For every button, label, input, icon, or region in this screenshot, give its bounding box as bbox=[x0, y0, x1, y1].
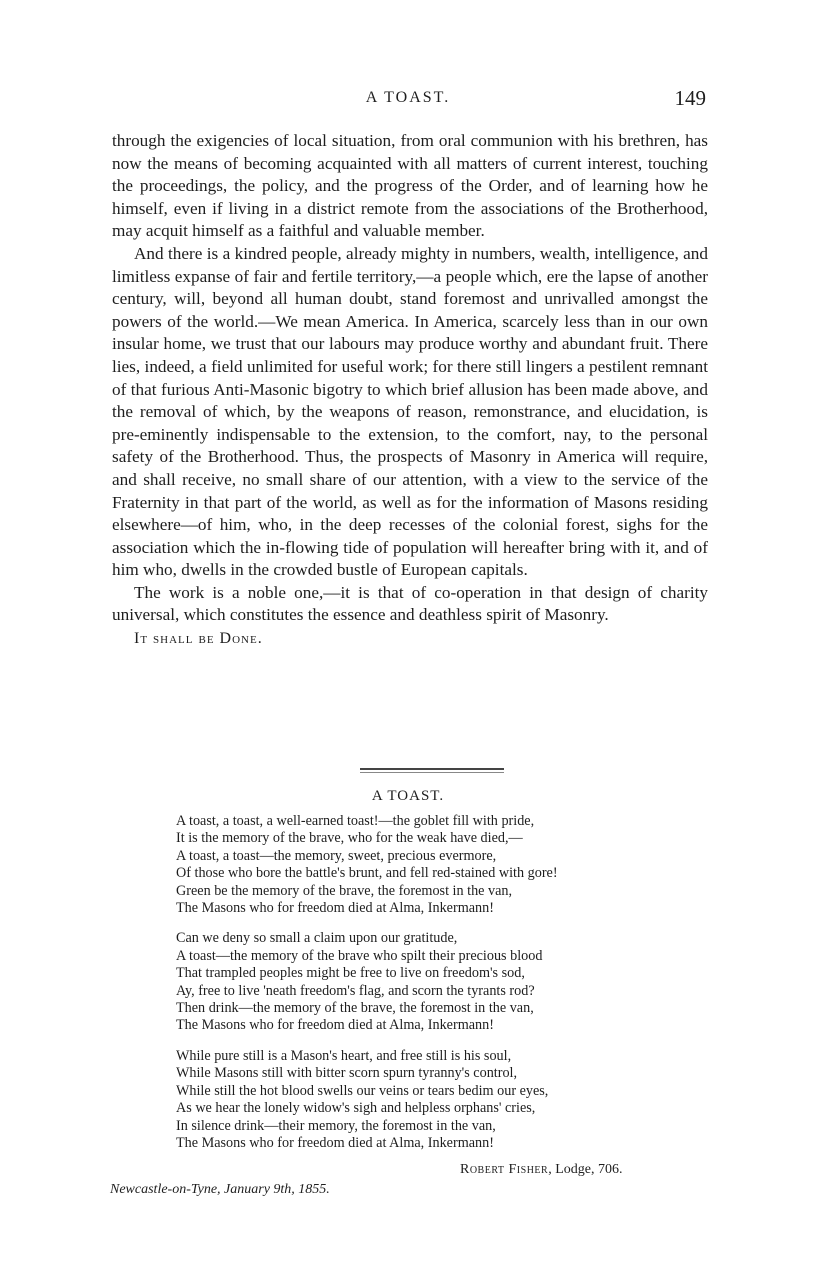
running-title: A TOAST. bbox=[365, 89, 451, 106]
poem-line: While Masons still with bitter scorn spurn tyranny's control, bbox=[176, 1065, 518, 1082]
prose-body bbox=[112, 130, 708, 651]
poem-line: Of those who bore the battle's brunt, and fell red-stained with gore! bbox=[176, 865, 558, 882]
poem-line: The Masons who for freedom died at Alma, Inkermann! bbox=[176, 1017, 494, 1034]
poem-line: While pure still is a Mason's heart, and free still is his soul, bbox=[176, 1047, 512, 1064]
poem-line: Can we deny so small a claim upon our gratitude, bbox=[176, 930, 458, 947]
poem-line: The Masons who for freedom died at Alma, Inkermann! bbox=[176, 1134, 494, 1151]
author-name: Robert Fisher bbox=[460, 1162, 549, 1177]
lodge-number: , Lodge, 706. bbox=[548, 1162, 623, 1177]
stanza-2 bbox=[176, 930, 716, 1034]
paragraph-1: through the exigencies of local situation, from oral communion with his brethren, has now the means of becoming acquainted with all matters of current interest, touching the proceedings, the policy, and the progress of the Order, and of learning how he himself, even if living in a district remote from the associations of the Brotherhood, may acquit himself as a faithful and valuable member. bbox=[112, 131, 708, 241]
paragraph-2: And there is a kindred people, already mighty in numbers, wealth, intelligence, and limitless expanse of fair and fertile territory,—a people which, ere the lapse of another century, will, beyond all human doubt, stand foremost and unrivalled amongst the powers of the world.—We mean America. In America, scarcely less than in our own insular home, we trust that our labours may produce worthy and abundant fruit. There lies, indeed, a field unlimited for useful work; for there still lingers a pestilent remnant of that furious Anti-Masonic bigotry to which brief allusion has been made above, and the removal of which, by the weapons of reason, remonstrance, and elucidation, is pre-eminently indispensable to the extension, to the comfort, nay, to the personal safety of the Brotherhood. Thus, the prospects of Masonry in America will require, and shall receive, no small share of our attention, with a view to the service of the Fraternity in that part of the world, as well as for the information of Masons residing elsewhere—of him, who, in the deep recesses of the colonial forest, sighs for the association which the in-flowing tide of population will hereafter bring with it, and of him who, dwells in the crowded bustle of European capitals. bbox=[112, 243, 708, 580]
poem-line: A toast, a toast—the memory, sweet, precious evermore, bbox=[176, 847, 497, 864]
paragraph-3: The work is a noble one,—it is that of co-operation in that design of charity universal, which constitutes the essence and deathless spirit of Masonry. bbox=[112, 582, 708, 625]
poem-line: A toast, a toast, a well-earned toast!—the goblet fill with pride, bbox=[176, 813, 535, 829]
poem-line: Ay, free to live 'neath freedom's flag, and scorn the tyrants rod? bbox=[176, 982, 535, 999]
poem-title: A TOAST. bbox=[371, 788, 445, 804]
section-divider bbox=[360, 768, 504, 770]
page-number: 149 bbox=[674, 86, 706, 110]
section-divider-thin bbox=[360, 772, 504, 773]
poem-line: It is the memory of the brave, who for the weak have died,— bbox=[176, 830, 523, 847]
poem-line: Then drink—the memory of the brave, the foremost in the van, bbox=[176, 1000, 534, 1017]
poem-line: As we hear the lonely widow's sigh and helpless orphans' cries, bbox=[176, 1100, 536, 1117]
poem-line: In silence drink—their memory, the foremost in the van, bbox=[176, 1117, 496, 1134]
poem-signature bbox=[460, 1162, 710, 1178]
running-head bbox=[110, 86, 706, 110]
poem-line: Green be the memory of the brave, the foremost in the van, bbox=[176, 882, 513, 899]
poem-line: A toast—the memory of the brave who spilt their precious blood bbox=[176, 947, 543, 964]
poem-line: While still the hot blood swells our veins or tears bedim our eyes, bbox=[176, 1082, 549, 1099]
stanza-3 bbox=[176, 1048, 716, 1152]
dateline: Newcastle-on-Tyne, January 9th, 1855. bbox=[110, 1182, 330, 1197]
signoff: It shall be Done. bbox=[134, 630, 263, 648]
poem-line: The Masons who for freedom died at Alma, Inkermann! bbox=[176, 900, 494, 917]
poem-line: That trampled peoples might be free to live on freedom's sod, bbox=[176, 965, 525, 982]
poem-body bbox=[176, 813, 716, 1165]
stanza-1 bbox=[176, 813, 716, 917]
